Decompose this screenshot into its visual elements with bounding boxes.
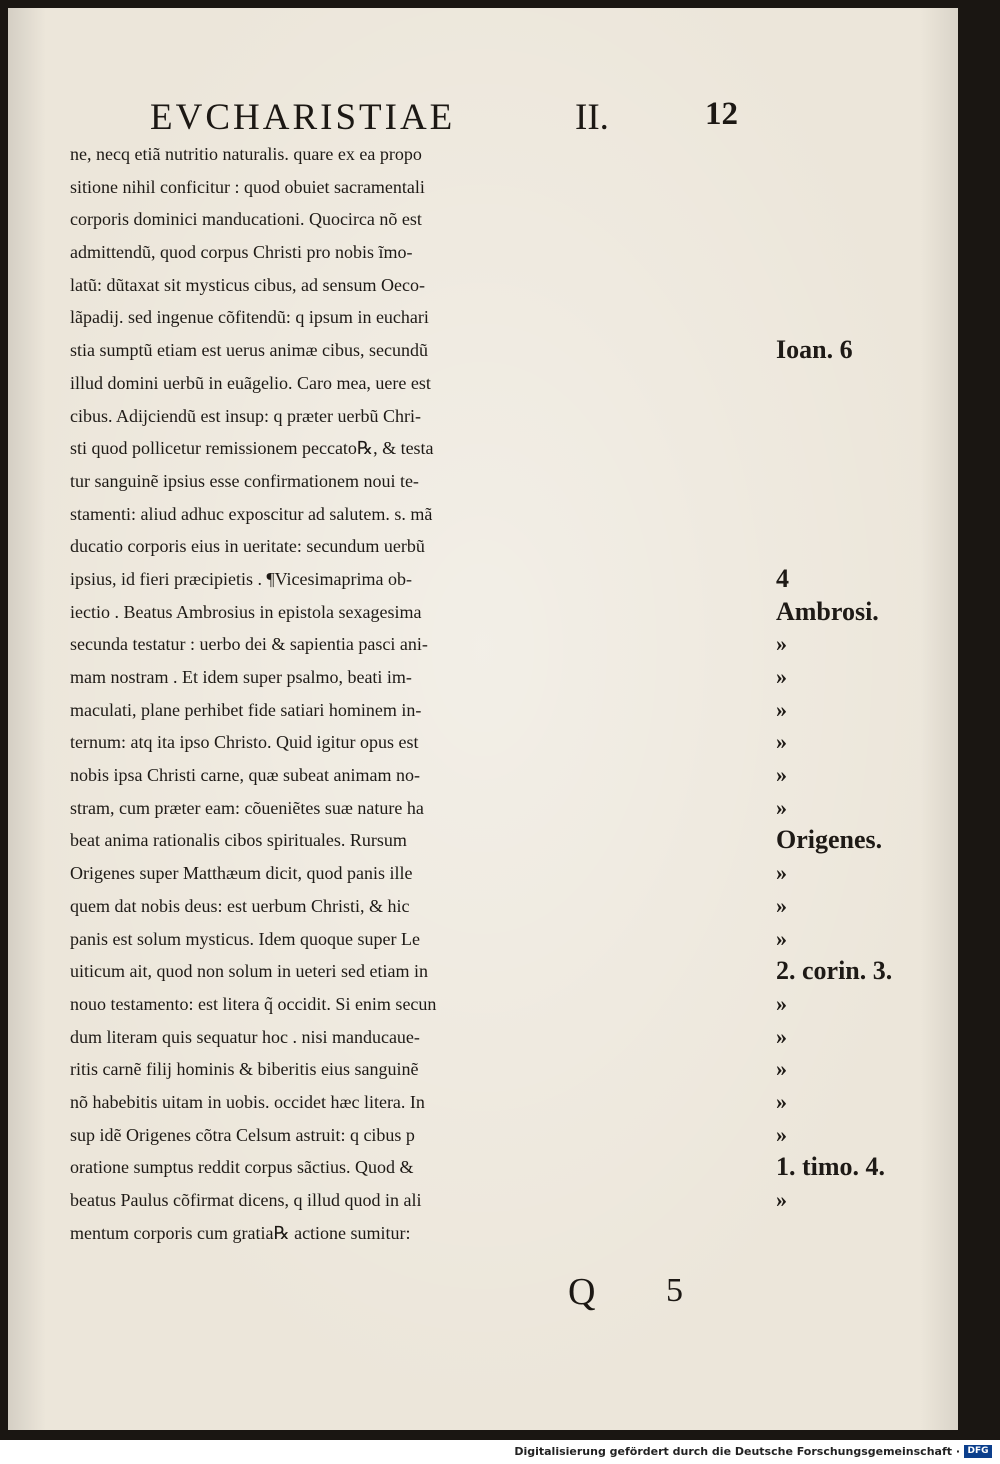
text-line: corporis dominici manducationi. Quocirca nõ est [70, 209, 422, 230]
text-line: Origenes super Matthæum dicit, quod panis ille [70, 863, 413, 884]
signature-letter: Q [568, 1271, 596, 1313]
quotation-mark: » [776, 696, 785, 722]
text-line: beat anima rationalis cibos spirituales. Rursum [70, 830, 407, 851]
text-line: dum literam quis sequatur hoc . nisi manducaue- [70, 1026, 420, 1047]
text-line: nõ habebitis uitam in uobis. occidet hæc litera. In [70, 1091, 425, 1112]
text-line: ducatio corporis eius in ueritate: secundum uerbũ [70, 536, 425, 557]
quotation-mark: » [776, 990, 785, 1016]
text-line: iectio . Beatus Ambrosius in epistola sexagesima [70, 601, 422, 622]
text-line: latũ: dũtaxat sit mysticus cibus, ad sensum Oeco- [70, 274, 425, 295]
text-line: ternum: atq ita ipso Christo. Quid igitur opus est [70, 732, 419, 753]
running-title: EVCHARISTIAE [150, 97, 456, 138]
folio-number: 12 [705, 96, 738, 132]
quotation-mark: » [776, 664, 785, 689]
margin-notes [776, 138, 946, 1217]
text-line: illud domini uerbũ in euãgelio. Caro mea, uere est [70, 372, 431, 393]
main-text-block [70, 138, 770, 1249]
margin-note: 2. corin. 3. [776, 956, 893, 986]
text-line: nouo testamento: est litera q̃ occidit. Si enim secun [70, 993, 437, 1014]
text-line: stia sumptũ etiam est uerus animæ cibus, secundũ [70, 340, 428, 361]
text-line: cibus. Adijciendũ est insup: q præter uerbũ Chri- [70, 405, 421, 426]
quotation-mark: » [776, 860, 785, 886]
signature-mark [568, 1270, 708, 1312]
text-line: quem dat nobis deus: est uerbum Christi, & hic [70, 895, 410, 916]
dfg-logo: DFG [964, 1445, 992, 1458]
text-line: stamenti: aliud adhuc exposcitur ad salutem. s. mã [70, 503, 433, 524]
text-line: tur sanguinẽ ipsius esse confirmationem noui te- [70, 470, 419, 491]
quotation-mark: » [776, 794, 785, 820]
text-line: beatus Paulus cõfirmat dicens, q illud quod in ali [70, 1190, 422, 1210]
text-line: secunda testatur : uerbo dei & sapientia pasci ani- [70, 634, 428, 655]
text-line: maculati, plane perhibet fide satiari hominem in- [70, 699, 422, 720]
quotation-mark: » [776, 1088, 785, 1114]
margin-note [776, 498, 946, 531]
chapter-number: II. [575, 97, 609, 138]
margin-note [776, 171, 946, 204]
text-line: ipsius, id fieri præcipietis . ¶Vicesimaprima ob- [70, 568, 413, 589]
text-line: mam nostram . Et idem super psalmo, beati im- [70, 667, 412, 687]
text-line: lãpadij. sed ingenue cõfitendũ: q ipsum in euchari [70, 307, 429, 328]
quotation-mark: » [776, 1121, 785, 1147]
quotation-mark: » [776, 631, 785, 657]
margin-note [776, 301, 946, 334]
quotation-mark: » [776, 892, 785, 918]
dfg-credit: Digitalisierung gefördert durch die Deutsche Forschungsgemeinschaft · [514, 1445, 960, 1458]
quotation-mark: » [776, 1023, 785, 1049]
margin-note [776, 432, 946, 465]
quotation-mark: » [776, 762, 785, 788]
text-line: mentum corporis cum gratia℞ actione sumitur: [70, 1222, 411, 1243]
margin-note: Origenes. [776, 825, 883, 855]
margin-note [776, 203, 946, 236]
margin-note [776, 269, 946, 302]
margin-note: 1. timo. 4. [776, 1152, 886, 1182]
text-line: sup idẽ Origenes cõtra Celsum astruit: q cibus p [70, 1124, 415, 1145]
text-line: ne, necq etiã nutritio naturalis. quare ex ea propo [70, 144, 422, 164]
margin-note [776, 236, 946, 269]
margin-note: 4 [776, 563, 789, 593]
margin-note: Ioan. 6 [776, 335, 853, 365]
signature-number: 5 [666, 1272, 683, 1309]
text-line: panis est solum mysticus. Idem quoque super Le [70, 928, 420, 949]
margin-note: Ambrosi. [776, 596, 879, 626]
quotation-mark: » [776, 1056, 785, 1082]
quotation-mark: » [776, 925, 785, 951]
running-header [150, 96, 750, 142]
text-line: sti quod pollicetur remissionem peccato℞, & testa [70, 438, 434, 459]
text-line: sitione nihil conficitur : quod obuiet sacramentali [70, 176, 425, 197]
margin-note [776, 367, 946, 400]
margin-note [776, 138, 946, 171]
text-line: stram, cum præter eam: cõueniẽtes suæ nature ha [70, 797, 424, 818]
text-line: nobis ipsa Christi carne, quæ subeat animam no- [70, 765, 420, 786]
text-line: ritis carnẽ filij hominis & biberitis eius sanguinẽ [70, 1059, 419, 1080]
digitization-footer [0, 1440, 1000, 1464]
text-line: oratione sumptus reddit corpus sãctius. Quod & [70, 1157, 414, 1178]
margin-note [776, 530, 946, 563]
margin-note [776, 400, 946, 433]
margin-note [776, 465, 946, 498]
quotation-mark: » [776, 1187, 785, 1212]
quotation-mark: » [776, 729, 785, 755]
text-line: admittendũ, quod corpus Christi pro nobis ĩmo- [70, 242, 413, 263]
text-line: uiticum ait, quod non solum in ueteri sed etiam in [70, 961, 428, 982]
book-page [8, 8, 958, 1430]
